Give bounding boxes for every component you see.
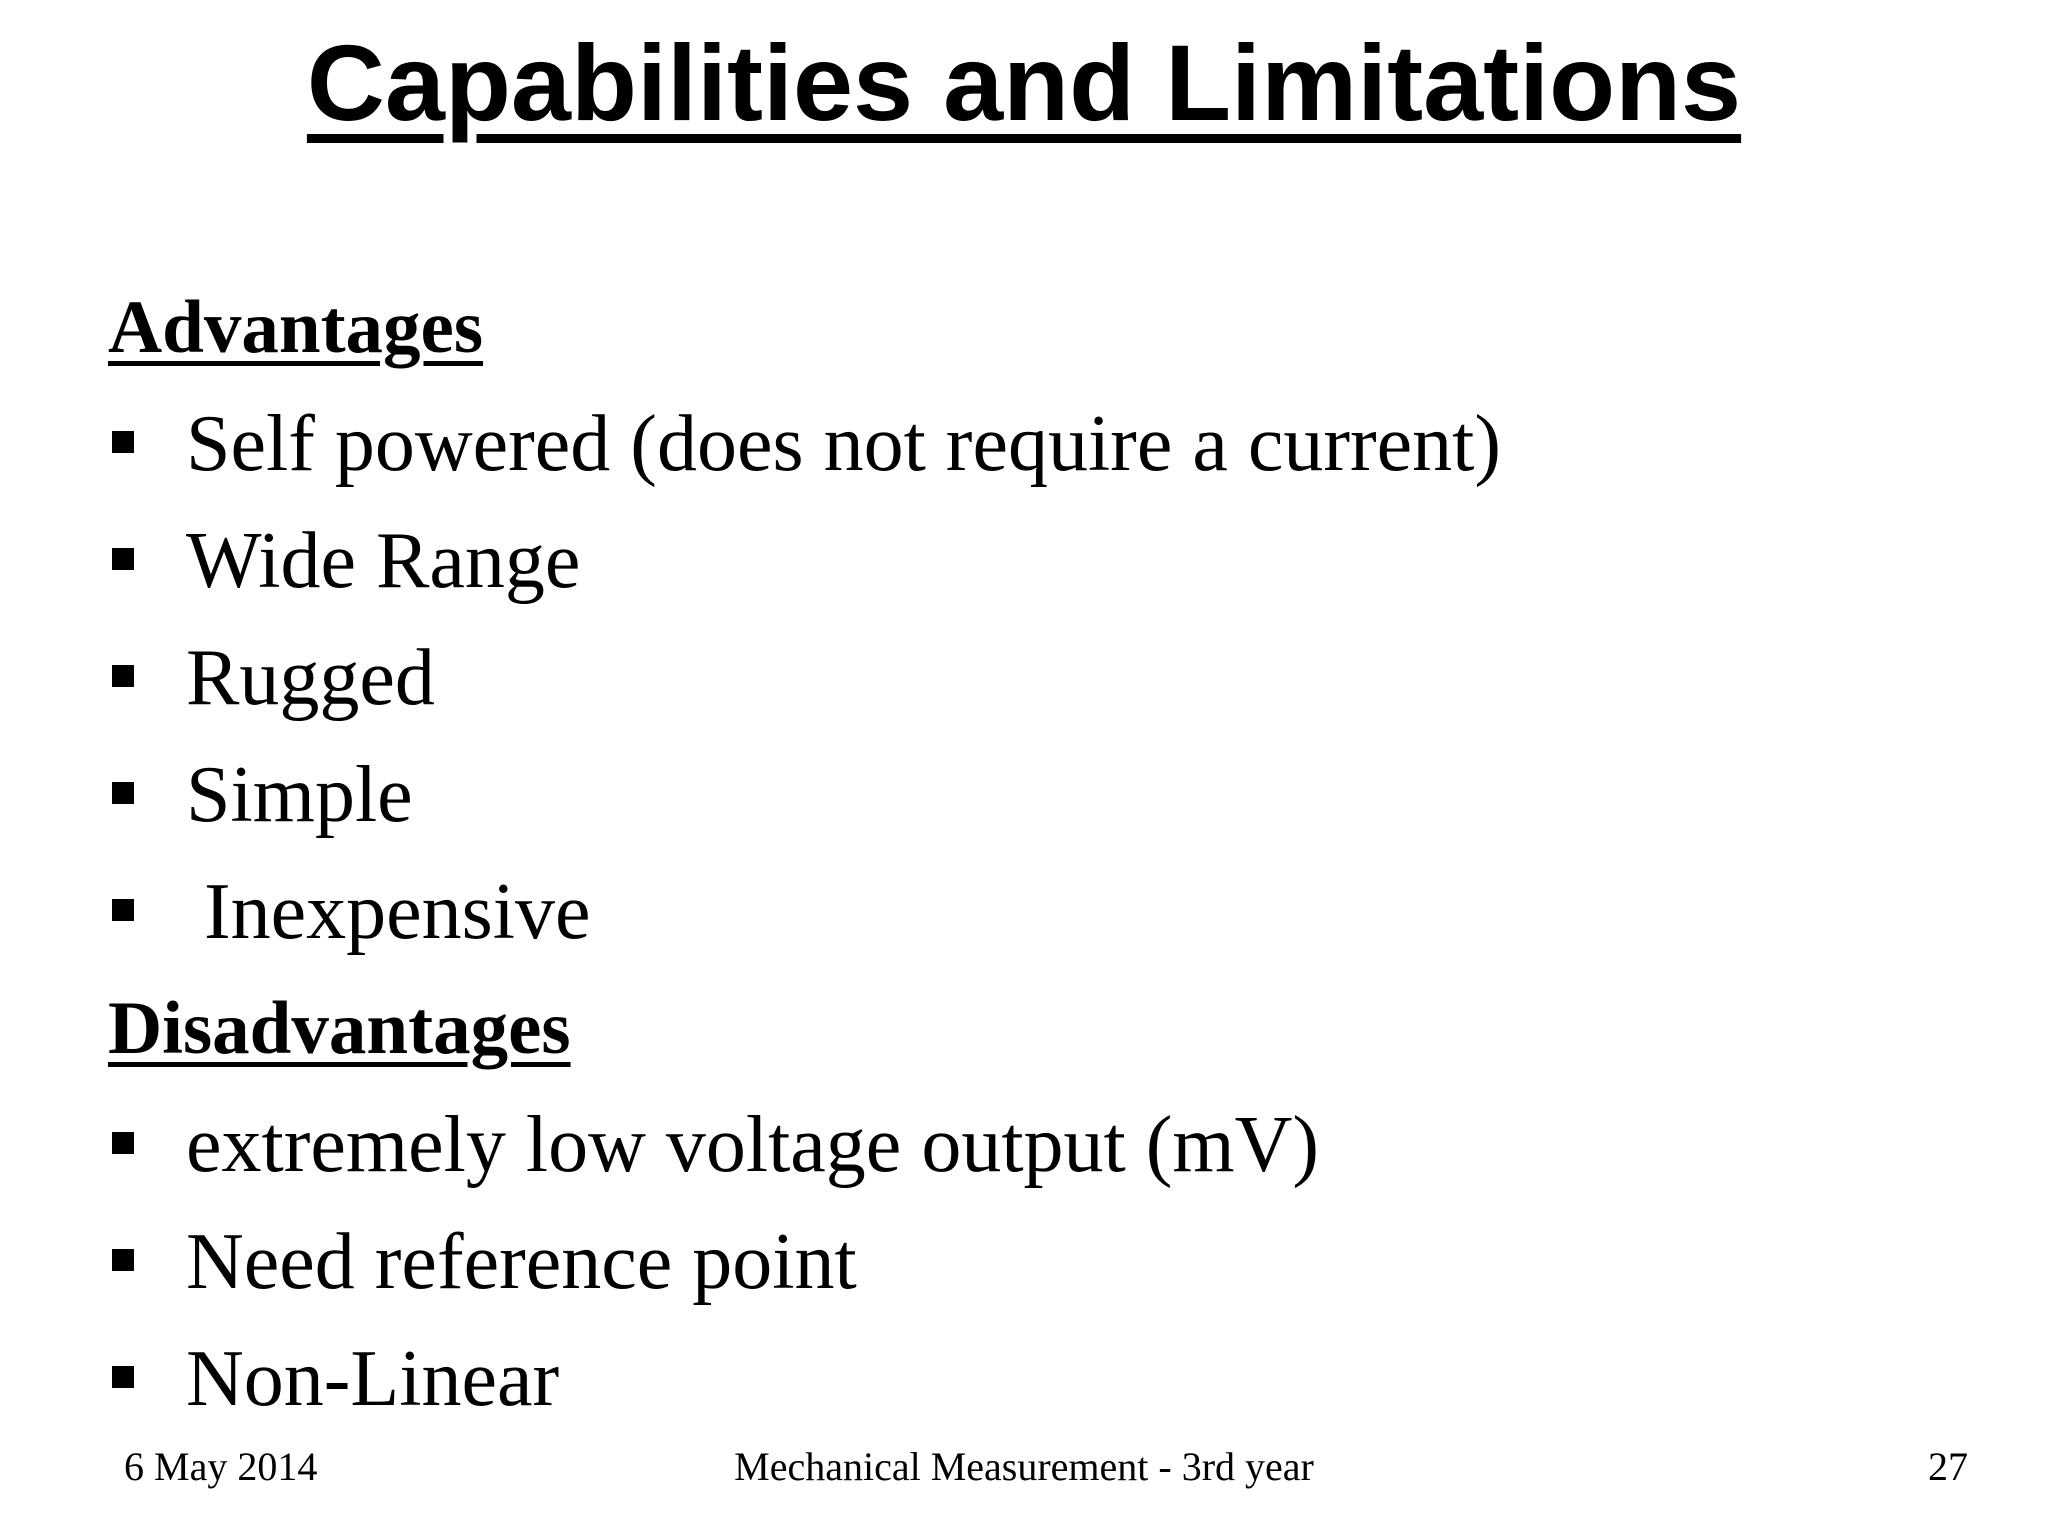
list-item-text: extremely low voltage output (mV) xyxy=(186,1101,1320,1189)
list-item-text: Need reference point xyxy=(186,1218,857,1306)
list-item xyxy=(108,854,1988,971)
list-item-text: Simple xyxy=(186,751,413,839)
list-item-text: Rugged xyxy=(186,634,435,722)
square-bullet-icon xyxy=(112,431,134,453)
square-bullet-icon xyxy=(112,899,134,921)
page-number: 27 xyxy=(1928,1444,1968,1489)
footer-date: 6 May 2014 xyxy=(124,1444,318,1489)
square-bullet-icon xyxy=(112,1249,134,1271)
square-bullet-icon xyxy=(112,1132,134,1154)
list-item xyxy=(108,737,1988,854)
list-item xyxy=(108,503,1988,620)
list-item-text: Self powered (does not require a current) xyxy=(186,400,1501,488)
list-item xyxy=(108,620,1988,737)
square-bullet-icon xyxy=(112,665,134,687)
advantages-list xyxy=(108,386,1988,971)
square-bullet-icon xyxy=(112,548,134,570)
slide-title: Capabilities and Limitations xyxy=(306,22,1742,143)
list-item xyxy=(108,1321,1988,1438)
footer-course: Mechanical Measurement - 3rd year xyxy=(734,1444,1314,1489)
list-item xyxy=(108,386,1988,503)
list-item xyxy=(108,1087,1988,1204)
square-bullet-icon xyxy=(112,782,134,804)
list-item-text: Wide Range xyxy=(186,517,581,605)
disadvantages-list xyxy=(108,1087,1988,1438)
advantages-heading: Advantages xyxy=(108,286,484,369)
list-item xyxy=(108,1204,1988,1321)
square-bullet-icon xyxy=(112,1366,134,1388)
list-item-text: Inexpensive xyxy=(204,868,591,956)
disadvantages-heading: Disadvantages xyxy=(108,987,571,1070)
list-item-text: Non-Linear xyxy=(186,1335,560,1423)
slide-content xyxy=(108,270,1988,1438)
